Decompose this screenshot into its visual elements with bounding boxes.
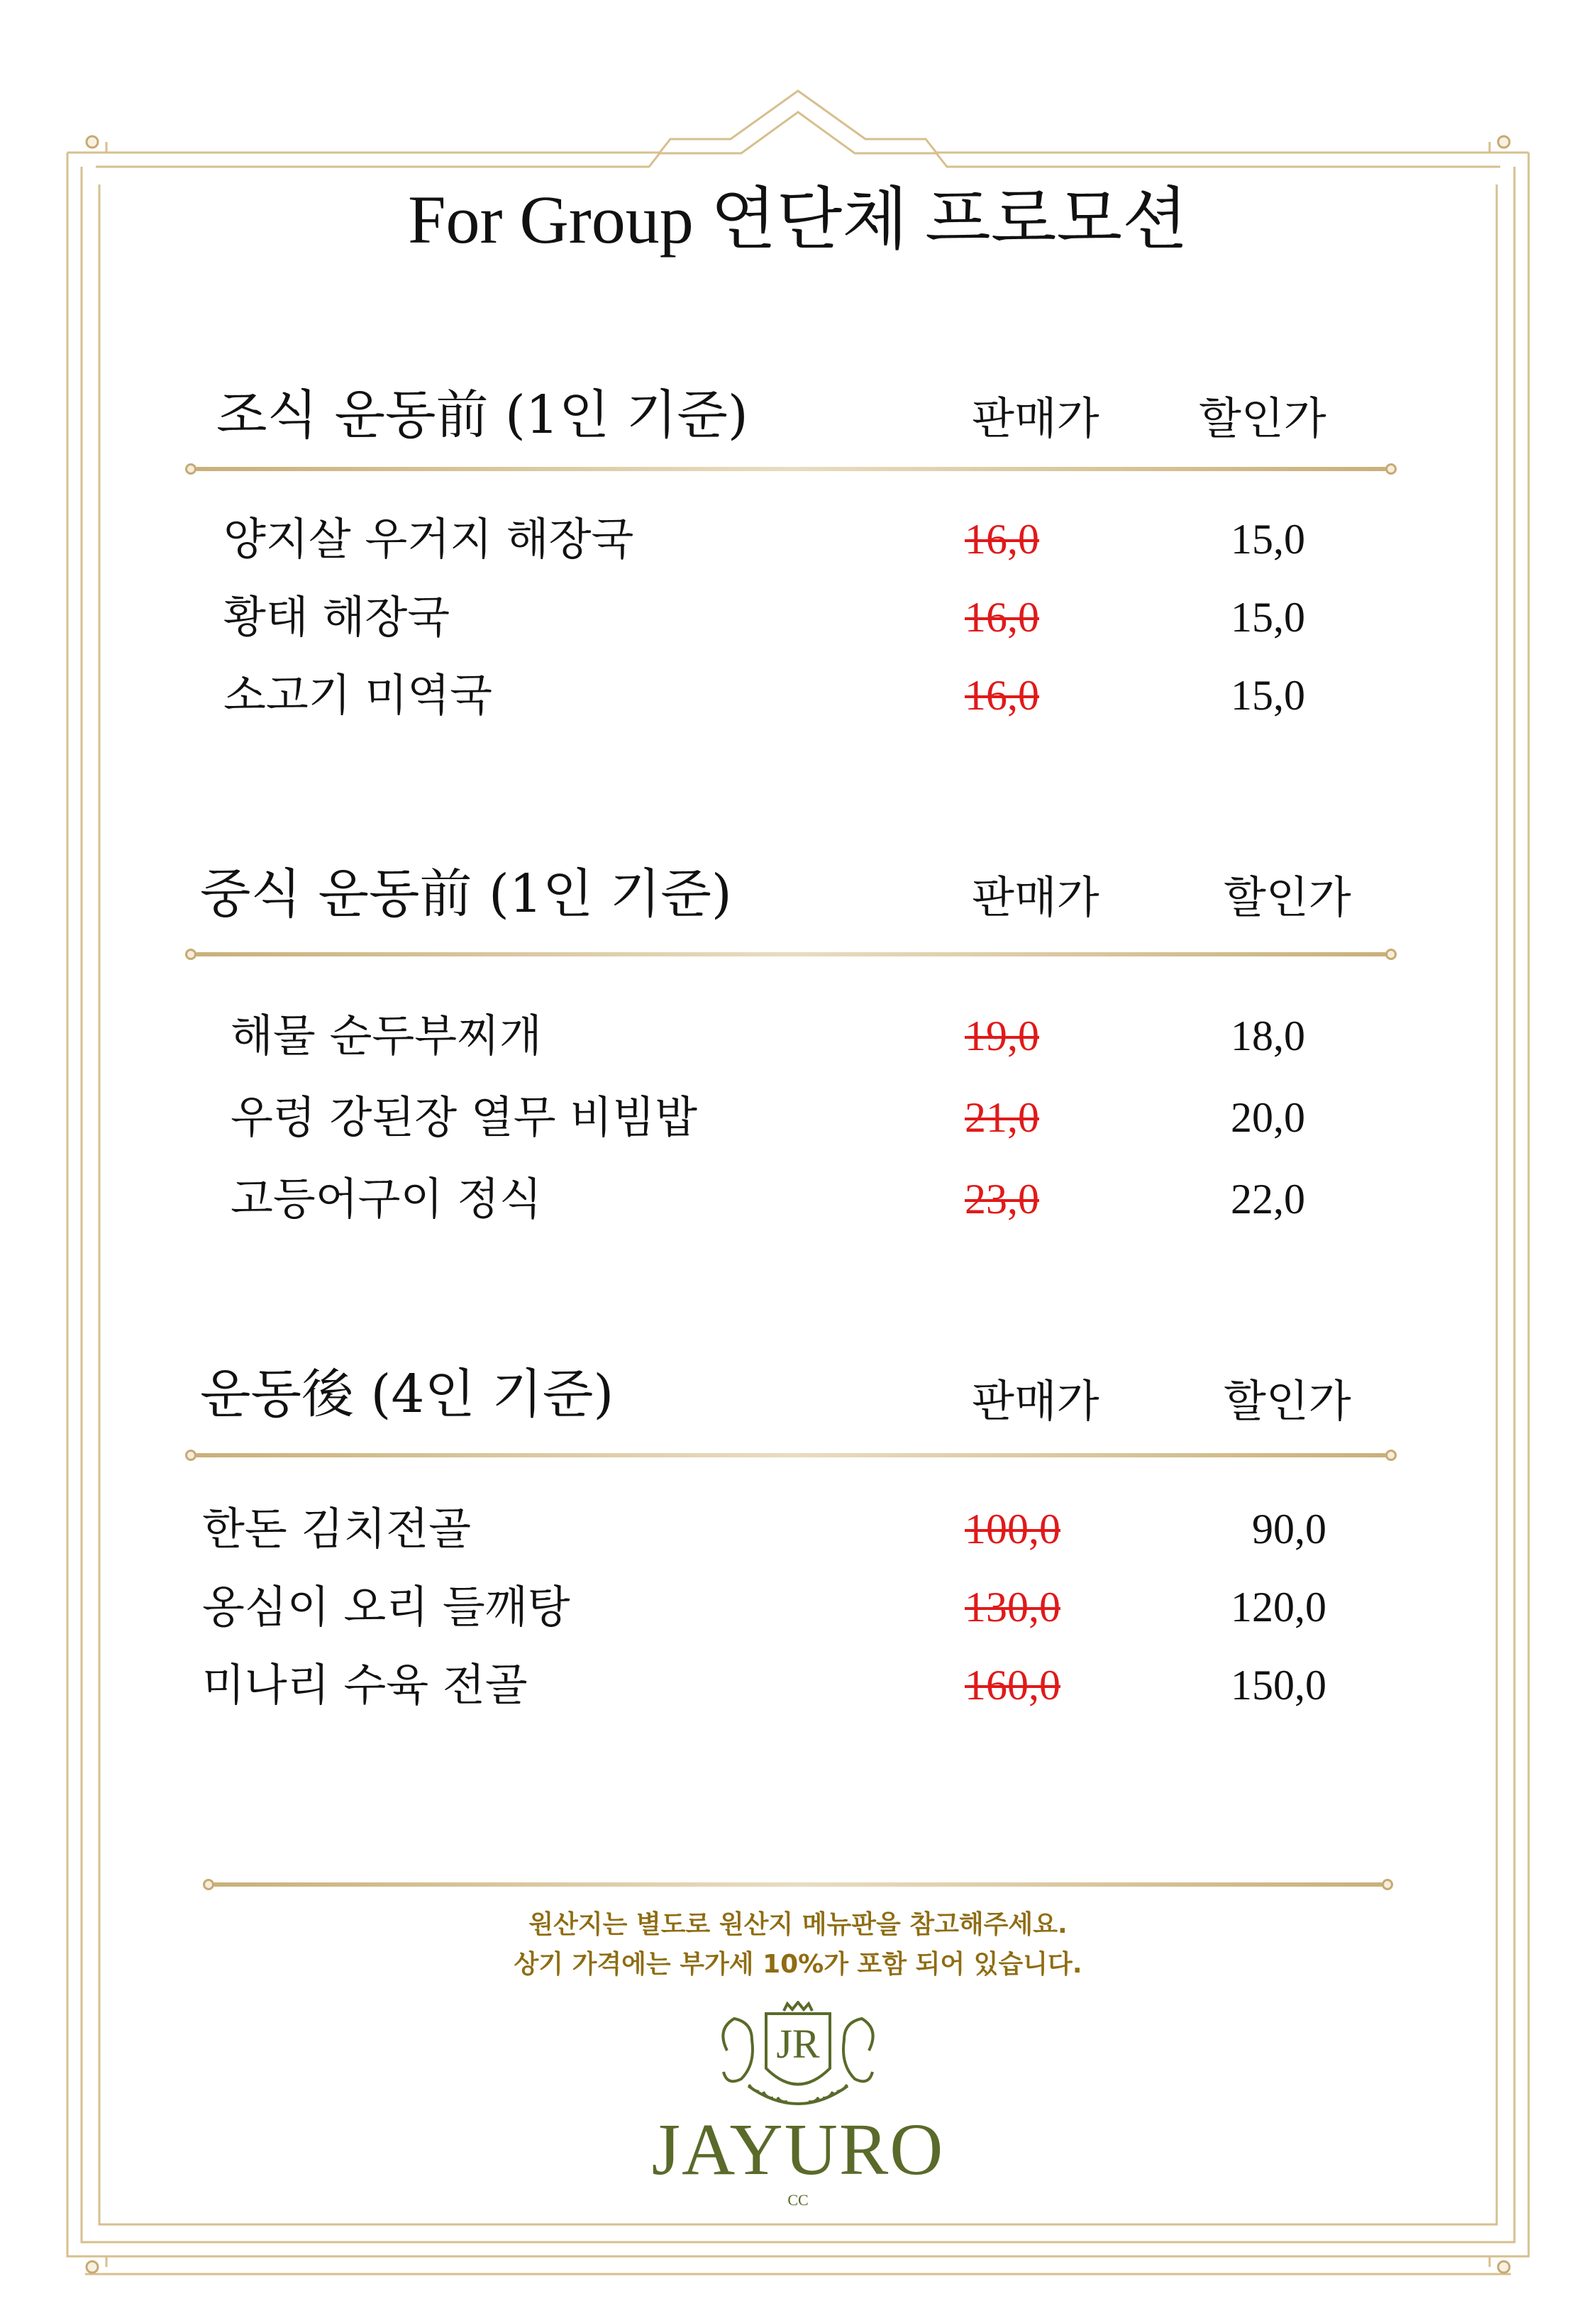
item-name: 소고기 미역국 <box>223 669 493 721</box>
price-column-header: 판매가 <box>972 392 1099 444</box>
item-discount-price: 15,0 <box>1231 672 1305 719</box>
menu-item <box>0 589 1596 660</box>
section-divider <box>195 1453 1387 1457</box>
jayuro-logo-emblem <box>685 2001 911 2114</box>
item-name: 양지살 우거지 해장국 <box>223 513 634 565</box>
item-name: 해물 순두부찌개 <box>231 1010 542 1061</box>
footer-divider <box>213 1882 1383 1887</box>
item-discount-price: 150,0 <box>1231 1662 1326 1709</box>
item-discount-price: 15,0 <box>1231 516 1305 563</box>
origin-note: 원산지는 별도로 원산지 메뉴판을 참고해주세요. <box>528 1910 1068 1939</box>
menu-item <box>0 511 1596 582</box>
item-original-price: 19,0 <box>965 1013 1039 1059</box>
item-name: 우렁 강된장 열무 비빔밥 <box>231 1091 698 1143</box>
menu-item <box>0 1089 1596 1160</box>
price-column-header: 판매가 <box>972 871 1099 923</box>
item-original-price: 130,0 <box>965 1584 1060 1631</box>
item-original-price: 23,0 <box>965 1176 1039 1223</box>
item-original-price: 160,0 <box>965 1662 1060 1709</box>
logo-cc: CC <box>787 2191 809 2209</box>
discount-column-header: 할인가 <box>1224 871 1351 923</box>
item-discount-price: 120,0 <box>1231 1584 1326 1631</box>
section-divider <box>195 467 1387 471</box>
item-discount-price: 90,0 <box>1252 1506 1326 1552</box>
item-discount-price: 22,0 <box>1231 1176 1305 1223</box>
item-discount-price: 20,0 <box>1231 1094 1305 1141</box>
item-original-price: 16,0 <box>965 594 1039 641</box>
discount-column-header: 할인가 <box>1199 392 1326 444</box>
item-discount-price: 15,0 <box>1231 594 1305 641</box>
menu-item <box>0 667 1596 738</box>
page-title: For Group 연단체 프로모션 <box>408 182 1188 258</box>
item-original-price: 16,0 <box>965 516 1039 563</box>
item-name: 옹심이 오리 들깨탕 <box>202 1581 570 1633</box>
item-original-price: 21,0 <box>965 1094 1039 1141</box>
section-title: 운동後 (4인 기준) <box>200 1364 614 1425</box>
section-title: 중식 운동前 (1인 기준) <box>200 864 732 925</box>
item-discount-price: 18,0 <box>1231 1013 1305 1059</box>
price-column-header: 판매가 <box>972 1375 1099 1427</box>
logo-wordmark: JAYURO <box>651 2109 945 2190</box>
menu-item <box>0 1501 1596 1572</box>
item-original-price: 16,0 <box>965 672 1039 719</box>
discount-column-header: 할인가 <box>1224 1375 1351 1427</box>
item-name: 미나리 수육 전골 <box>202 1659 528 1711</box>
item-name: 한돈 김치전골 <box>202 1503 472 1555</box>
item-name: 고등어구이 정식 <box>231 1173 542 1225</box>
menu-item <box>0 1008 1596 1078</box>
menu-item <box>0 1657 1596 1728</box>
menu-item <box>0 1171 1596 1242</box>
vat-note: 상기 가격에는 부가세 10%가 포함 되어 있습니다. <box>514 1950 1082 1979</box>
item-original-price: 100,0 <box>965 1506 1060 1552</box>
menu-item <box>0 1579 1596 1650</box>
item-name: 황태 해장국 <box>223 591 450 643</box>
footer-notes <box>0 1905 1596 1985</box>
logo-monogram: JR <box>776 2021 820 2067</box>
section-divider <box>195 952 1387 956</box>
section-title: 조식 운동前 (1인 기준) <box>216 385 748 446</box>
